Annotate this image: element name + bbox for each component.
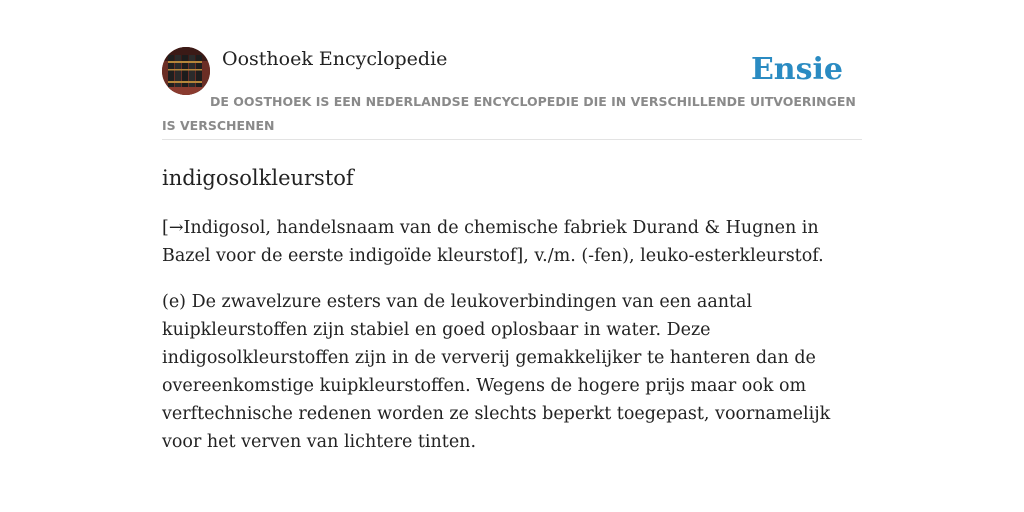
- article-title: indigosolkleurstof: [162, 166, 354, 190]
- article: [162, 162, 862, 474]
- source-description: DE OOSTHOEK IS EEN NEDERLANDSE ENCYCLOPEDIE DIE IN VERSCHILLENDE UITVOERINGEN IS VERSCHENEN: [162, 94, 856, 133]
- source-header: [162, 46, 862, 140]
- encyclopedia-books-avatar[interactable]: [162, 47, 210, 95]
- article-paragraph-etymology: [→Indigosol, handelsnaam van de chemische fabriek Durand & Hugnen in Bazel voor de eerste indigoïde kleurstof], v./m. (-fen), leuko-esterkleurstof.: [162, 218, 824, 266]
- article-paragraph-definition: (e) De zwavelzure esters van de leukoverbindingen van een aantal kuipkleurstoffen zijn stabiel en goed oplosbaar in water. Deze indigosolkleurstoffen zijn in de ververij gemakkelijker te hanteren dan de overeenkomstige kuipkleurstoffen. Wegens de hogere prijs maar ook om verftechnische redenen worden ze slechts beperkt toegepast, voornamelijk voor het verven van lichtere tinten.: [162, 292, 831, 452]
- ensie-logo[interactable]: Ensie: [750, 52, 843, 87]
- source-name[interactable]: Oosthoek Encyclopedie: [222, 48, 448, 70]
